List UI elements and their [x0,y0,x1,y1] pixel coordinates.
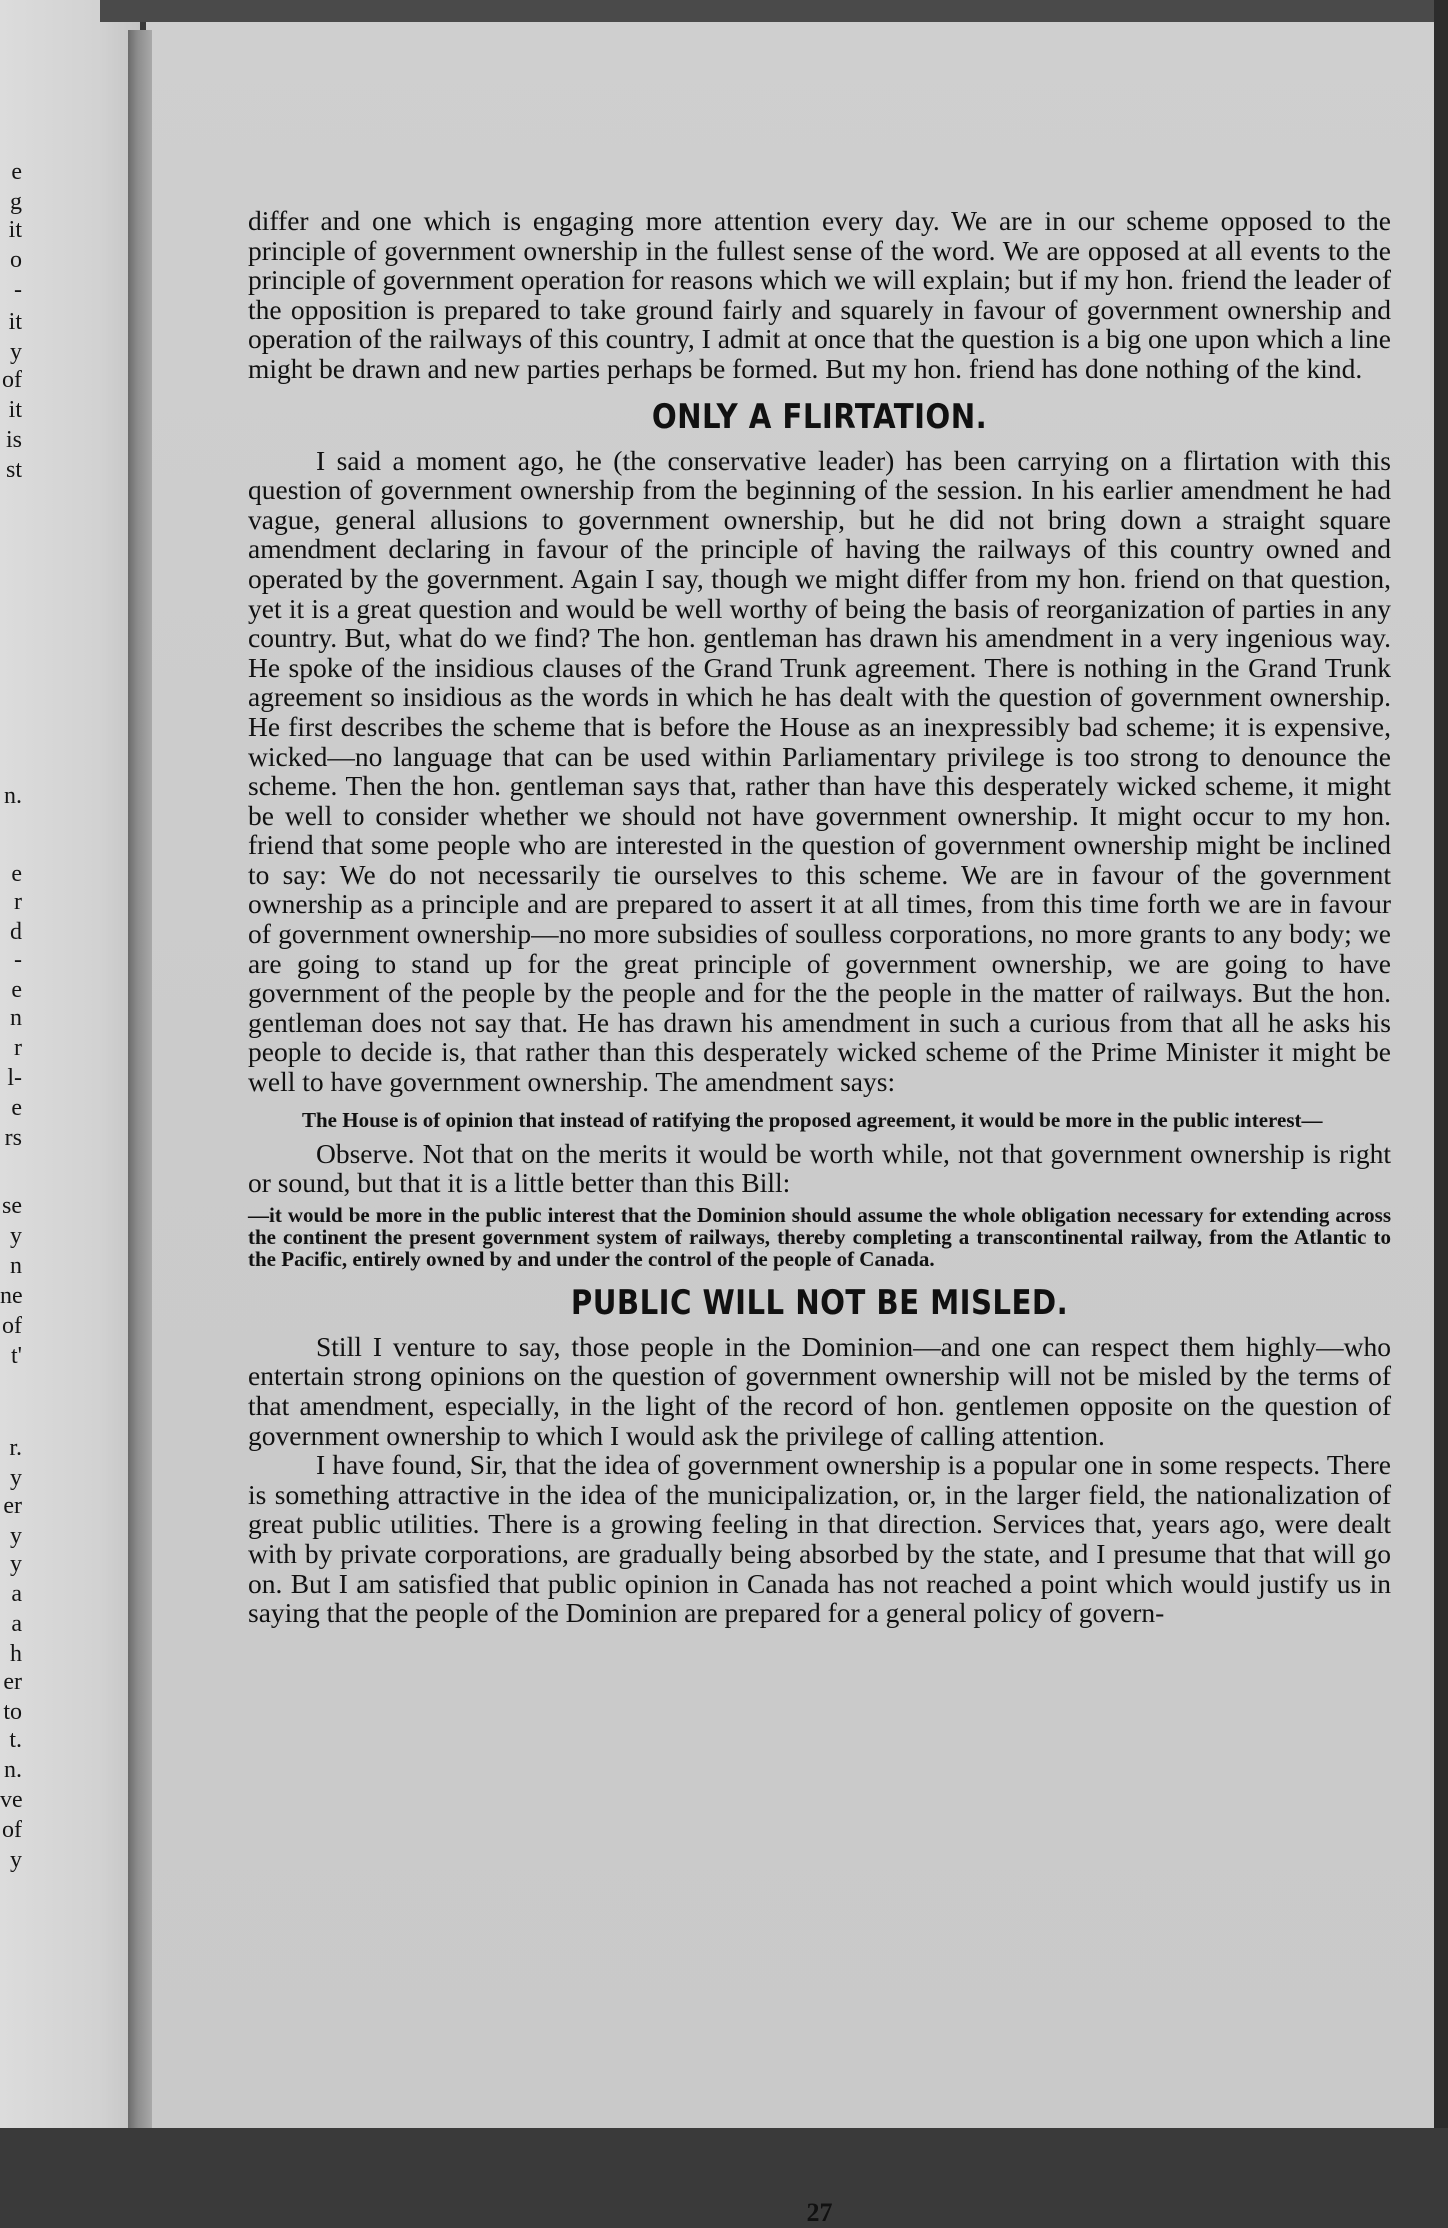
page-number: 27 [806,2198,833,2227]
left-margin-char: y [10,1551,22,1577]
left-margin-char: is [5,427,22,453]
left-margin-char: to [3,1699,22,1725]
left-margin-char: it [8,309,22,335]
left-margin-char: of [2,1313,22,1339]
left-margin-char: e [11,159,22,185]
left-margin-char: e [11,861,22,887]
left-margin-char: rs [4,1125,22,1151]
left-margin-char: r. [9,1435,22,1461]
page-top-edge [100,0,1440,22]
page-body [248,205,1391,2227]
left-margin-char: ve [0,1787,23,1813]
left-margin-char: a [11,1581,22,1607]
left-margin-char: n. [4,1757,22,1783]
left-margin-char: n. [4,783,22,809]
left-margin-char: t. [9,1727,22,1753]
paragraph-5: I have found, Sir, that the idea of government ownership is a popular one in some respects. There is something attractive in the idea of the municipalization, or, in the larger field, the nationalization of great public utilities. There is a growing feeling in that direction. Services that, years ago, were dealt with by private corporations, are gradually being absorbed by the state, and I presume that that will go on. But I am satisfied that public opinion in Canada has not reached a point which would justify us in saying that the people of the Dominion are prepared for a general policy of govern- [248,1449,1391,1629]
left-margin-char: er [3,1493,22,1519]
left-margin-char: st [5,457,22,483]
left-margin-char: r [14,1035,22,1061]
left-margin-char: of [2,1817,22,1843]
left-margin-char: - [14,277,22,303]
left-margin-char: ne [0,1283,23,1309]
paragraph-4: Still I venture to say, those people in the Dominion—and one can respect them highly—who entertain strong opinions on the question of government ownership will not be misled by the terms of that amendment, especially, in the light of the record of hon. gentlemen opposite on the question of government ownership to which I would ask the privilege of calling attention. [248,1330,1391,1451]
left-margin-char: l- [7,1065,22,1091]
left-margin-char: g [10,189,22,215]
left-margin-char: n [10,1253,22,1279]
paragraph-2: I said a moment ago, he (the conservative leader) has been carrying on a flirtation with this question of government ownership from the beginning of the session. In his earlier amendment he had vague, general allusions to government ownership, but he did not bring down a straight square amendment declaring in favour of the principle of having the railways of this country owned and operated by the government. Again I say, though we might differ from my hon. friend on that question, yet it is a great question and would be well worthy of being the basis of reorganization of parties in any country. But, what do we find? The hon. gentleman has drawn his amendment in a very ingenious way. He spoke of the insidious clauses of the Grand Trunk agreement. There is nothing in the Grand Trunk agreement so insidious as the words in which he has dealt with the question of government ownership. He first describes the scheme that is before the House as an inexpressibly bad scheme; it is expensive, wicked—no language that can be used within Parliamentary privilege is too strong to denounce the scheme. Then the hon. gentleman says that, rather than have this desperately wicked scheme, it might be well to consider whether we should not have government ownership. It might occur to my hon. friend that some people who are interested in the question of government ownership might be inclined to say: We do not necessarily tie ourselves to this scheme. We are in favour of the government ownership as a principle and are prepared to assert it at all times, from this time forth we are in favour of government ownership—no more subsidies of soulless corporations, no more grants to any body; we are going to stand up for the great principle of government ownership, we are going to have government of the people by the people and for the the people in the matter of railways. But the hon. gentleman does not say that. He has drawn his amendment in such a curious from that all he asks his people to decide is, that rather than this desperately wicked scheme of the Prime Minister it might be well to have government ownership. The amendment says: [248,444,1391,1098]
page-right-edge [1434,0,1448,2128]
left-margin-char: h [10,1641,22,1667]
quote-amendment-body: —it would be more in the public interest that the Dominion should assume the whole obligation necessary for extending across the continent the present government system of railways, thereby completing a transcontinental railway, from the Atlantic to the Pacific, entirely owned by and under the control of the people of Canada. [248,1202,1391,1271]
left-margin-char: - [14,947,22,973]
paragraph-1: differ and one which is engaging more attention every day. We are in our scheme opposed to the principle of government ownership in the fullest sense of the word. We are opposed at all events to the principle of government operation for reasons which we will explain; but if my hon. friend the leader of the opposition is prepared to take ground fairly and squarely in favour of government ownership and operation of the railways of this country, I admit at once that the question is a big one upon which a line might be drawn and new parties perhaps be formed. But my hon. friend has done nothing of the kind. [248,205,1391,384]
left-margin-char: a [11,1611,22,1637]
left-margin-char: e [11,1095,22,1121]
left-neighbor-page [0,0,140,2128]
book-gutter [128,30,152,2128]
left-margin-char: o [10,247,22,273]
paragraph-3: Observe. Not that on the merits it would be worth while, not that government ownership is right or sound, but that it is a little better than this Bill: [248,1137,1391,1199]
quote-amendment-opening: The House is of opinion that instead of ratifying the proposed agreement, it would be more in the public interest— [302,1107,1323,1132]
left-margin-char: r [14,889,22,915]
left-page-margin-text [0,0,140,2128]
left-margin-char: y [10,1223,22,1249]
left-margin-char: e [11,977,22,1003]
left-margin-char: y [10,1847,22,1873]
left-margin-char: y [10,1523,22,1549]
left-margin-char: it [8,217,22,243]
left-margin-char: t' [11,1343,22,1369]
heading-public-will-not-be-misled: PUBLIC WILL NOT BE MISLED. [570,1282,1069,1323]
left-margin-char: y [10,1465,22,1491]
left-margin-char: it [8,397,22,423]
left-margin-char: y [10,339,22,365]
heading-only-a-flirtation: ONLY A FLIRTATION. [651,396,988,437]
left-margin-char: of [2,367,22,393]
left-margin-char: n [10,1005,22,1031]
left-margin-char: se [2,1193,22,1219]
left-margin-char: er [3,1669,22,1695]
left-margin-char: d [10,919,22,945]
